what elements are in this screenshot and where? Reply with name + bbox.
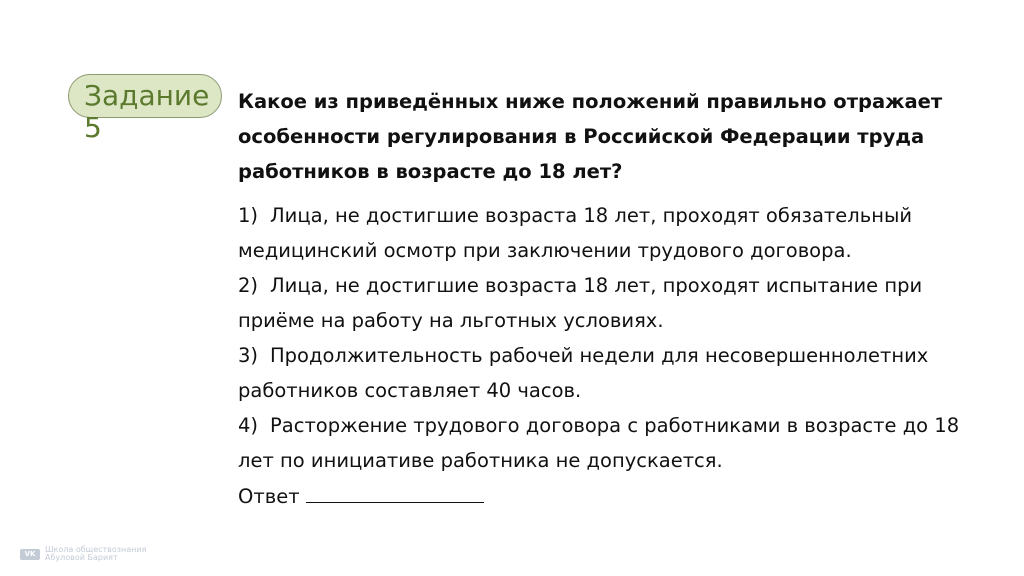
option-1 — [238, 198, 998, 268]
answer-blank-line — [306, 478, 484, 503]
vk-logo-icon: VK — [20, 549, 40, 560]
option-3 — [238, 338, 998, 408]
option-2 — [238, 268, 998, 338]
watermark-line-2: Абуловой Барият — [45, 553, 118, 562]
option-text: Лица, не достигшие возраста 18 лет, проходят обязательный медицинский осмотр при заключении трудового договора. — [238, 204, 913, 262]
option-text: Лица, не достигшие возраста 18 лет, проходят испытание при приёме на работу на льготных условиях. — [238, 274, 923, 332]
watermark-text — [45, 546, 146, 562]
option-text: Продолжительность рабочей недели для несовершеннолетних работников составляет 40 часов. — [238, 344, 929, 402]
answer-options-list — [238, 198, 998, 478]
watermark-line-1: Школа обществознания — [45, 545, 147, 554]
option-number: 2) — [238, 274, 259, 297]
question-text: Какое из приведённых ниже положений правильно отражает особенности регулирования в Российской Федерации труда работников в возрасте до 18 лет? — [238, 90, 943, 183]
watermark — [20, 546, 146, 562]
option-number: 3) — [238, 344, 259, 367]
task-label: Задание 5 — [84, 79, 210, 144]
option-number: 4) — [238, 414, 259, 437]
option-text: Расторжение трудового договора с работниками в возрасте до 18 лет по инициативе работника не допускается. — [238, 414, 960, 472]
option-4 — [238, 408, 998, 478]
answer-row — [238, 478, 484, 514]
option-number: 1) — [238, 204, 259, 227]
answer-label: Ответ — [238, 485, 300, 508]
